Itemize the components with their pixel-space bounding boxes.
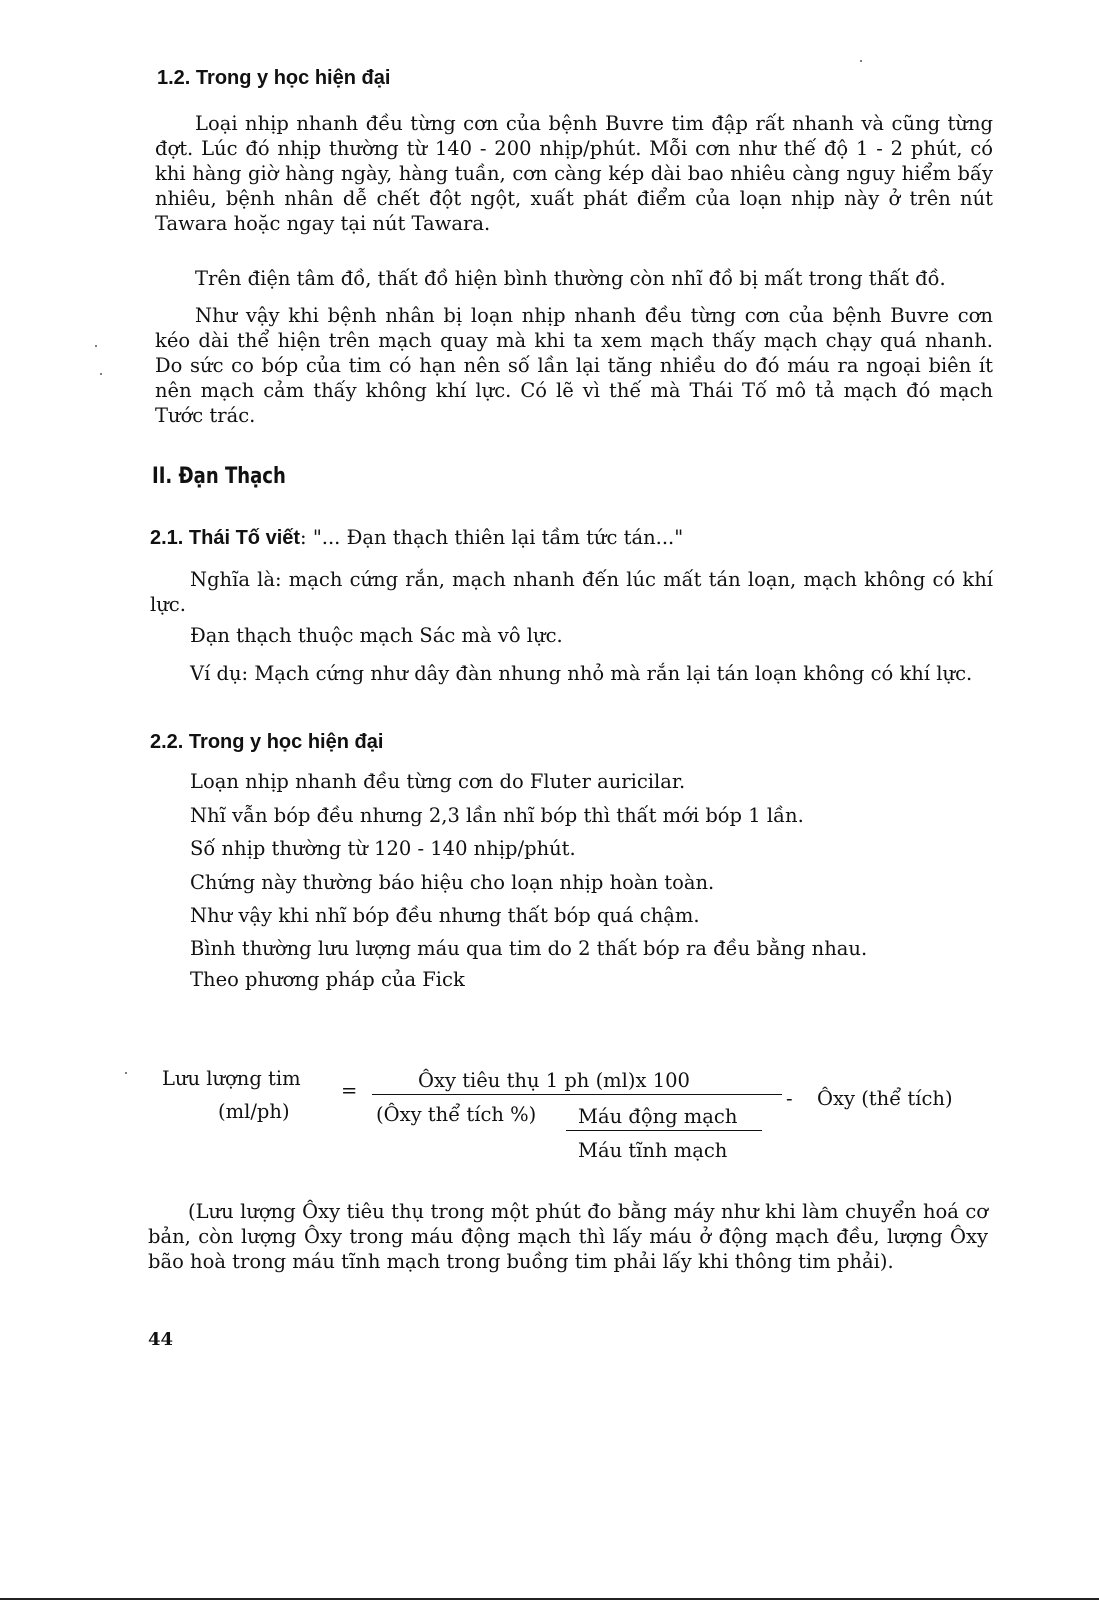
line-2-2-1: Loạn nhịp nhanh đều từng cơn do Fluter auricilar. bbox=[190, 770, 686, 793]
formula-minus: - bbox=[786, 1087, 793, 1110]
formula-denominator-left: (Ôxy thể tích %) bbox=[376, 1103, 537, 1126]
line-2-2-5: Như vậy khi nhĩ bóp đều nhưng thất bóp quá chậm. bbox=[190, 904, 700, 927]
formula-inner-numerator: Máu động mạch bbox=[578, 1105, 738, 1128]
scan-speck bbox=[860, 60, 862, 62]
scan-speck bbox=[100, 373, 102, 375]
formula-inner-denominator: Máu tĩnh mạch bbox=[578, 1139, 728, 1162]
formula-lhs-label: Lưu lượng tim bbox=[162, 1067, 301, 1090]
formula-inner-fraction-bar bbox=[566, 1130, 762, 1131]
note-paragraph: (Lưu lượng Ôxy tiêu thụ trong một phút đo bằng máy như khi làm chuyển hoá cơ bản, còn lượng Ôxy trong máu động mạch thì lấy máu ở động mạch đều, lượng Ôxy bão hoà trong máu tĩnh mạch trong buồng tim phải lấy khi thông tim phải). bbox=[148, 1200, 988, 1273]
paragraph-1-2-b: Trên điện tâm đồ, thất đồ hiện bình thường còn nhĩ đồ bị mất trong thất đồ. bbox=[195, 267, 946, 290]
paragraph-2-1-a: Nghĩa là: mạch cứng rắn, mạch nhanh đến lúc mất tán loạn, mạch không có khí lực. bbox=[150, 568, 993, 616]
paragraph-2-1-b: Đạn thạch thuộc mạch Sác mà vô lực. bbox=[190, 624, 563, 647]
section-heading-2-1-label: 2.1. Thái Tố viết bbox=[150, 527, 301, 549]
line-2-2-7: Theo phương pháp của Fick bbox=[190, 968, 465, 991]
section-heading-1-2: 1.2. Trong y học hiện đại bbox=[157, 67, 391, 89]
scan-speck bbox=[125, 1072, 127, 1074]
section-heading-II: II. Đạn Thạch bbox=[152, 464, 286, 489]
formula-equals: = bbox=[341, 1079, 358, 1102]
section-heading-2-1 bbox=[150, 525, 683, 551]
section-heading-2-1-quote: : "... Đạn thạch thiên lại tầm tức tán..." bbox=[300, 526, 684, 549]
line-2-2-3: Số nhịp thường từ 120 - 140 nhịp/phút. bbox=[190, 837, 576, 860]
scan-speck bbox=[95, 345, 97, 347]
formula-main-fraction-bar bbox=[372, 1094, 782, 1095]
page-number: 44 bbox=[148, 1329, 174, 1350]
formula-lhs-unit: (ml/ph) bbox=[218, 1100, 290, 1123]
scan-edge-line bbox=[0, 1598, 1099, 1600]
formula-numerator: Ôxy tiêu thụ 1 ph (ml)x 100 bbox=[418, 1069, 690, 1092]
paragraph-1-2-c: Như vậy khi bệnh nhân bị loạn nhịp nhanh đều từng cơn của bệnh Buvre cơn kéo dài thể hiện trên mạch quay mà khi ta xem mạch thấy mạch chạy quá nhanh. Do sức co bóp của tim có hạn nên số lần lại tăng nhiều do đó máu ra ngoại biên ít nên mạch cảm thấy không khí lực. Có lẽ vì thế mà Thái Tố mô tả mạch đó mạch Tước trác. bbox=[155, 304, 993, 427]
line-2-2-2: Nhĩ vẫn bóp đều nhưng 2,3 lần nhĩ bóp thì thất mới bóp 1 lần. bbox=[190, 804, 804, 827]
paragraph-2-1-c: Ví dụ: Mạch cứng như dây đàn nhung nhỏ mà rắn lại tán loạn không có khí lực. bbox=[190, 662, 973, 685]
line-2-2-4: Chứng này thường báo hiệu cho loạn nhịp hoàn toàn. bbox=[190, 871, 715, 894]
line-2-2-6: Bình thường lưu lượng máu qua tim do 2 thất bóp ra đều bằng nhau. bbox=[190, 937, 868, 960]
section-heading-2-2: 2.2. Trong y học hiện đại bbox=[150, 731, 384, 753]
paragraph-1-2-a: Loại nhịp nhanh đều từng cơn của bệnh Buvre tim đập rất nhanh và cũng từng đợt. Lúc đó nhịp thường từ 140 - 200 nhịp/phút. Mỗi cơn như thế độ 1 - 2 phút, có khi hàng giờ hàng ngày, hàng tuần, cơn càng kép dài bao nhiêu càng nguy hiểm bấy nhiêu, bệnh nhân dễ chết đột ngột, xuất phát điểm của loạn nhịp này ở trên nút Tawara hoặc ngay tại nút Tawara. bbox=[155, 112, 993, 235]
formula-rhs: Ôxy (thể tích) bbox=[817, 1087, 953, 1110]
